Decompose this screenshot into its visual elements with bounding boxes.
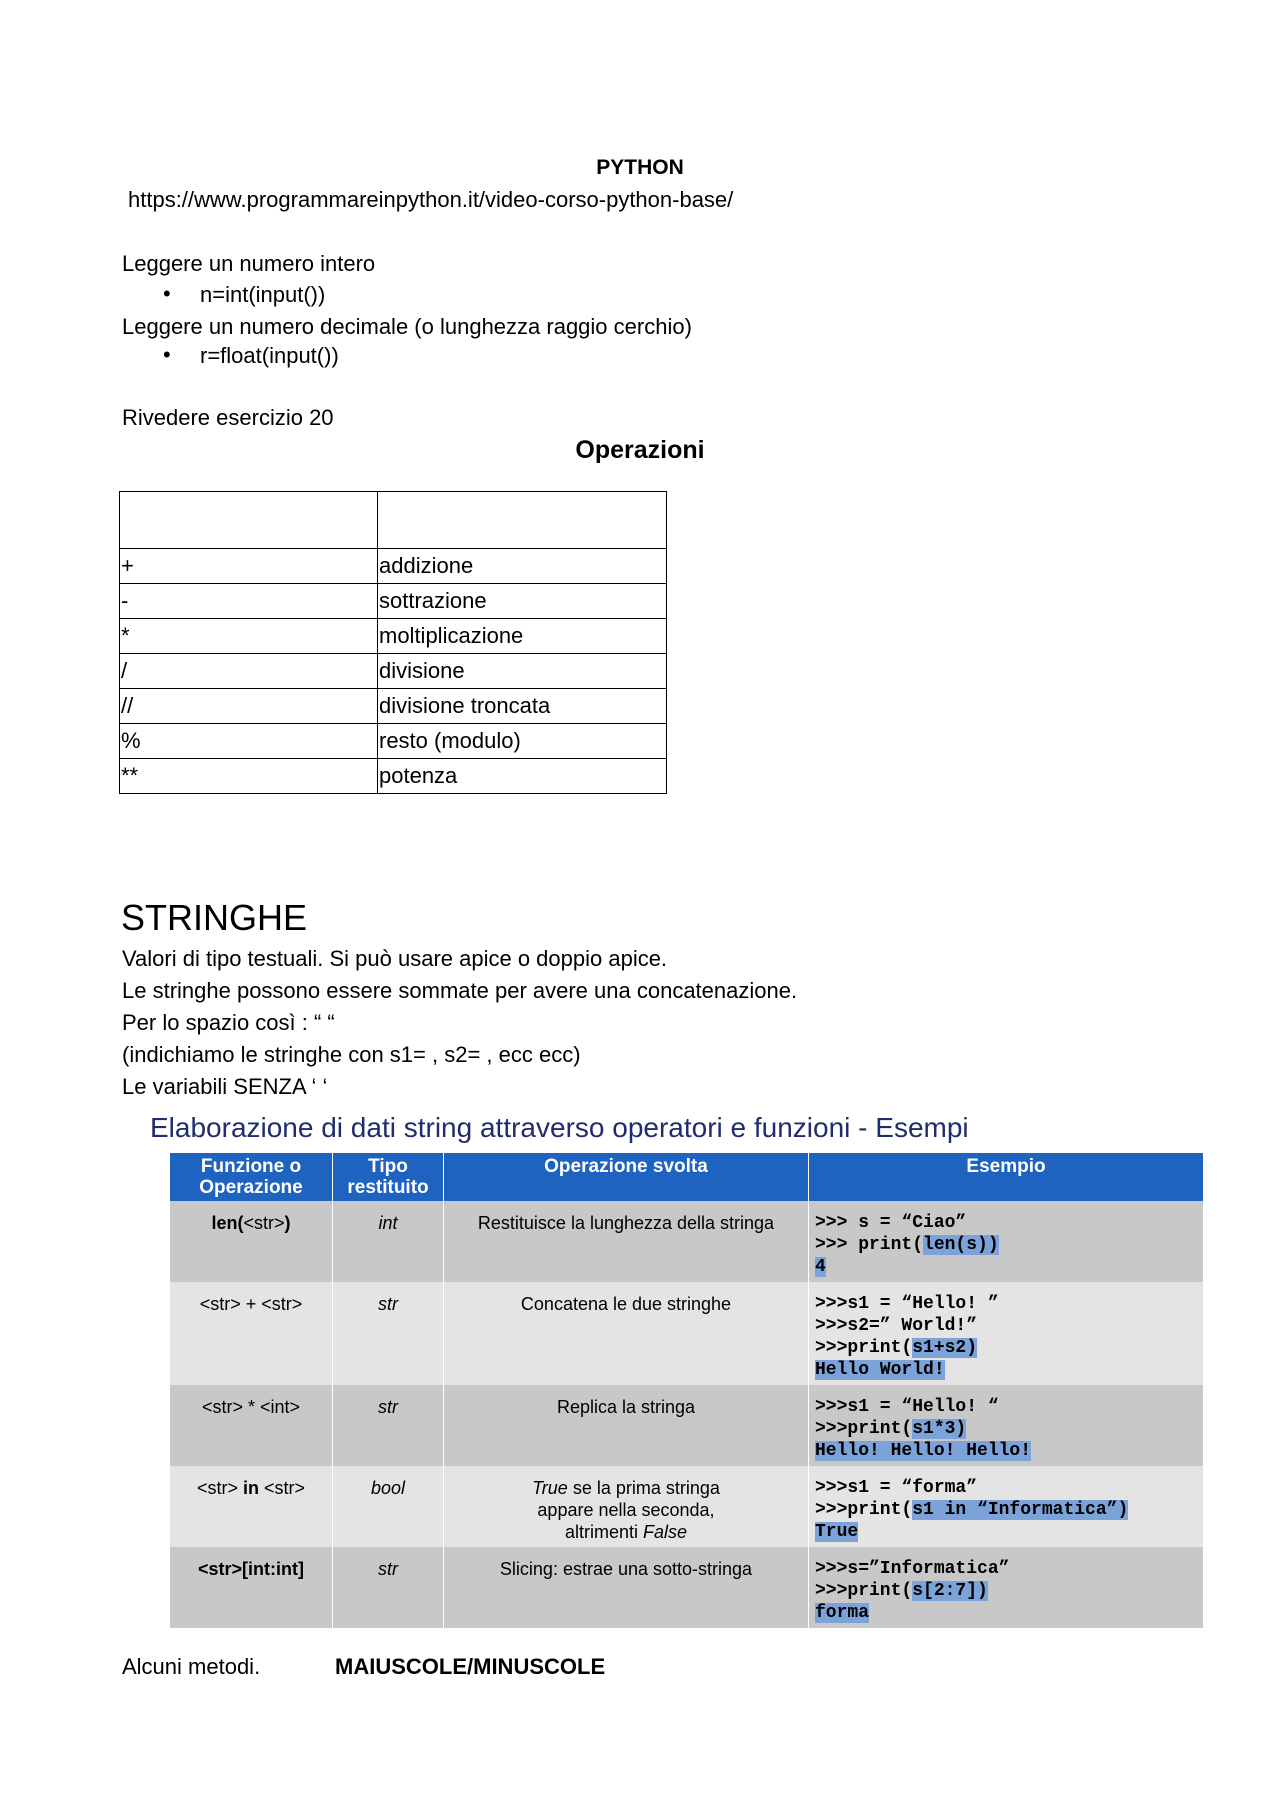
table-row xyxy=(120,689,667,724)
page-title: PYTHON xyxy=(596,156,684,179)
operation-name-cell: divisione xyxy=(378,654,667,689)
strings-line: Le variabili SENZA ‘ ‘ xyxy=(122,1074,328,1099)
table-cell xyxy=(120,492,378,549)
table-row xyxy=(170,1466,1204,1547)
strings-line: Per lo spazio così : “ “ xyxy=(122,1010,335,1035)
function-cell: <str> * <int> xyxy=(170,1385,333,1466)
function-cell: <str> in <str> xyxy=(170,1466,333,1547)
function-cell: <str>[int:int] xyxy=(170,1547,333,1628)
table-row xyxy=(120,759,667,794)
operator-cell: - xyxy=(120,584,378,619)
review-note: Rivedere esercizio 20 xyxy=(122,405,334,430)
table-row xyxy=(170,1282,1204,1385)
function-cell: len(<str>) xyxy=(170,1201,333,1282)
strings-heading: STRINGHE xyxy=(121,897,308,938)
operations-table xyxy=(119,491,667,794)
type-cell: str xyxy=(333,1547,444,1628)
methods-topic: MAIUSCOLE/MINUSCOLE xyxy=(335,1654,606,1679)
operation-name-cell: potenza xyxy=(378,759,667,794)
read-int-code: n=int(input()) xyxy=(200,282,326,307)
table-header-row xyxy=(170,1153,1204,1201)
column-header: Operazione svolta xyxy=(444,1153,809,1201)
column-header: Tipo restituito xyxy=(333,1153,444,1201)
table-row xyxy=(120,584,667,619)
description-cell: Slicing: estrae una sotto-stringa xyxy=(444,1547,809,1628)
read-int-label: Leggere un numero intero xyxy=(122,251,376,276)
operator-cell: * xyxy=(120,619,378,654)
strings-line: Le stringhe possono essere sommate per avere una concatenazione. xyxy=(122,978,798,1003)
strings-line: Valori di tipo testuali. Si può usare apice o doppio apice. xyxy=(122,946,668,971)
operation-name-cell: divisione troncata xyxy=(378,689,667,724)
table-row xyxy=(170,1547,1204,1628)
slide-title: Elaborazione di dati string attraverso operatori e funzioni - Esempi xyxy=(150,1112,969,1143)
operator-cell: % xyxy=(120,724,378,759)
methods-label: Alcuni metodi. xyxy=(122,1654,261,1679)
operator-cell: / xyxy=(120,654,378,689)
function-cell: <str> + <str> xyxy=(170,1282,333,1385)
table-row xyxy=(120,724,667,759)
table-row xyxy=(120,619,667,654)
operator-cell: + xyxy=(120,549,378,584)
description-cell: Replica la stringa xyxy=(444,1385,809,1466)
table-row xyxy=(120,549,667,584)
description-cell: Concatena le due stringhe xyxy=(444,1282,809,1385)
type-cell: str xyxy=(333,1282,444,1385)
table-header-row xyxy=(120,492,667,549)
table-row xyxy=(170,1201,1204,1282)
type-cell: str xyxy=(333,1385,444,1466)
operation-name-cell: addizione xyxy=(378,549,667,584)
operations-title: Operazioni xyxy=(575,436,705,464)
table-row xyxy=(120,654,667,689)
example-cell: >>>s1 = “forma” >>>print(s1 in “Informatica”) True xyxy=(809,1466,1204,1547)
column-header: Esempio xyxy=(809,1153,1204,1201)
bullet-icon: • xyxy=(163,342,171,367)
operation-name-cell: resto (modulo) xyxy=(378,724,667,759)
type-cell: int xyxy=(333,1201,444,1282)
operation-name-cell: sottrazione xyxy=(378,584,667,619)
description-cell: True se la prima stringa appare nella seconda, altrimenti False xyxy=(444,1466,809,1547)
example-cell: >>>s1 = “Hello! ” >>>s2=” World!” >>>print(s1+s2) Hello World! xyxy=(809,1282,1204,1385)
read-float-label: Leggere un numero decimale (o lunghezza raggio cerchio) xyxy=(122,314,692,339)
column-header: Funzione o Operazione xyxy=(170,1153,333,1201)
table-cell xyxy=(378,492,667,549)
table-row xyxy=(170,1385,1204,1466)
type-cell: bool xyxy=(333,1466,444,1547)
example-cell: >>>s1 = “Hello! “ >>>print(s1*3) Hello! Hello! Hello! xyxy=(809,1385,1204,1466)
operation-name-cell: moltiplicazione xyxy=(378,619,667,654)
strings-line: (indichiamo le stringhe con s1= , s2= , ecc ecc) xyxy=(122,1042,581,1067)
bullet-icon: • xyxy=(163,281,171,306)
operator-cell: ** xyxy=(120,759,378,794)
string-operations-table xyxy=(170,1153,1204,1628)
example-cell: >>> s = “Ciao” >>> print(len(s)) 4 xyxy=(809,1201,1204,1282)
description-cell: Restituisce la lunghezza della stringa xyxy=(444,1201,809,1282)
read-float-code: r=float(input()) xyxy=(200,343,339,368)
example-cell: >>>s=”Informatica” >>>print(s[2:7]) forma xyxy=(809,1547,1204,1628)
reference-url: https://www.programmareinpython.it/video-corso-python-base/ xyxy=(128,187,734,212)
operator-cell: // xyxy=(120,689,378,724)
